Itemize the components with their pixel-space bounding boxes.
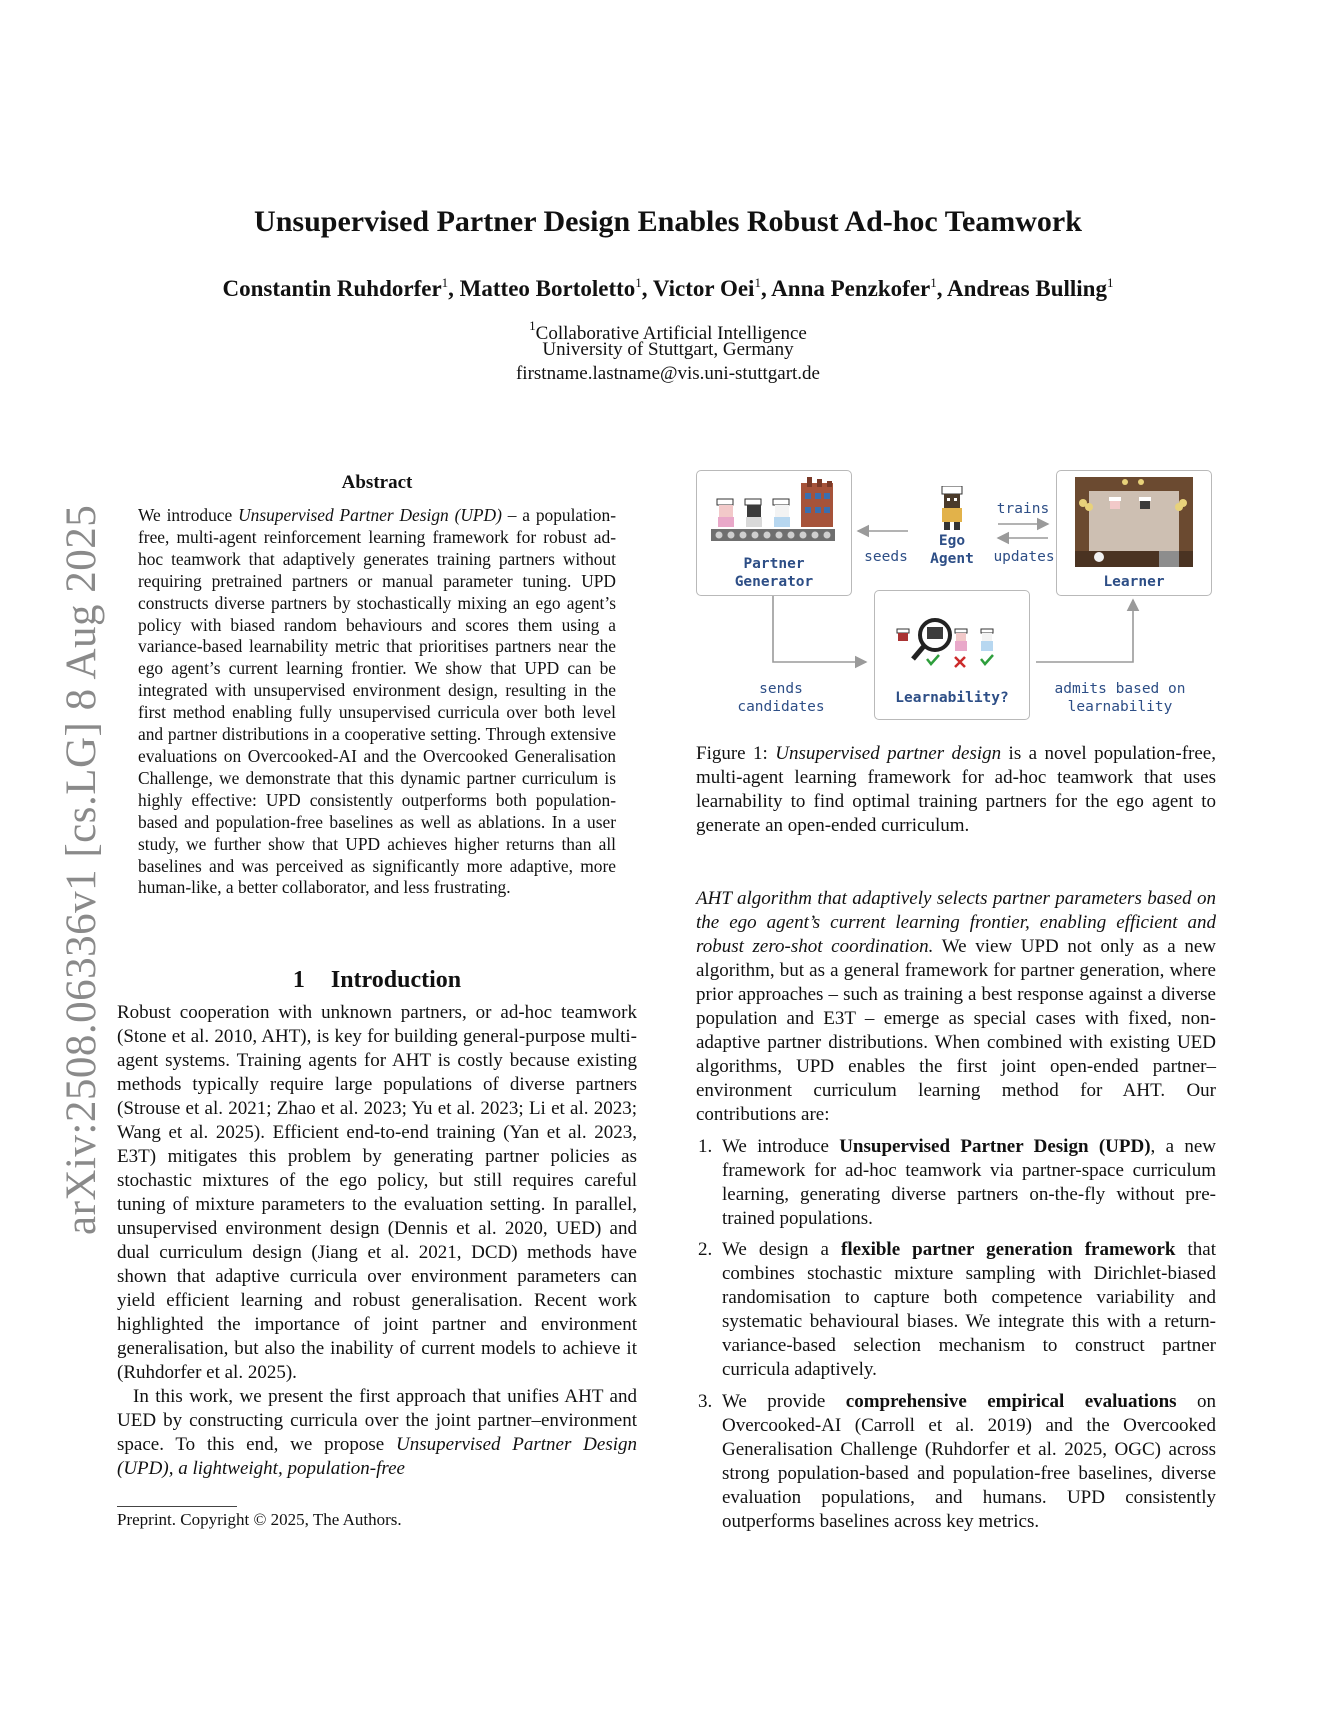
arxiv-stamp: arXiv:2508.06336v1 [cs.LG] 8 Aug 2025 — [58, 504, 105, 1235]
right-column-paragraph: AHT algorithm that adaptively selects partner parameters based on the ego agent’s current learning frontier, enabling efficient and robust zero-shot coordination. We view UPD not only as a new algorithm, but as a general framework for partner generation, where prior approaches – such as training a best response against a diverse population and E3T – emerge as special cases with fixed, non-adaptive partner distributions. When combined with existing UED algorithms, UPD enables the first joint open-ended partner–environment curriculum learning method for AHT. Our contributions are: — [696, 888, 1216, 1125]
affiliation-lab: Collaborative Artificial Intelligence — [535, 323, 807, 344]
author-name: Victor Oei — [652, 276, 755, 301]
author-name: Constantin Ruhdorfer — [222, 276, 442, 301]
admits-label: admits based on learnability — [1054, 681, 1186, 715]
figure-caption: Figure 1: Unsupervised partner design is a novel population-free, multi-agent learning framework for ad-hoc teamwork that uses learnability to find optimal training partners for the ego agent to generate an open-ended curriculum. — [696, 743, 1216, 836]
author-name: Anna Penzkofer — [771, 276, 931, 301]
author-name: Matteo Bortoletto — [459, 276, 636, 301]
abstract-text: We introduce Unsupervised Partner Design (UPD) – a population-free, multi-agent reinforcement learning framework for robust ad-hoc teamwork that adaptively generates training partners without requiring pretrained partners or manual parameter tuning. UPD constructs diverse partners by stochastically mixing an ego agent’s policy with biased random behaviours and scores them using a variance-based learnability metric that prioritises partners near the ego agent’s current learning frontier. We show that UPD can be integrated with unsupervised environment design, resulting in the first method enabling fully unsupervised curricula over both level and partner distributions in a cooperative setting. Through extensive evaluations on Overcooked-AI and the Overcooked Generalisation Challenge, we demonstrate that this dynamic partner curriculum is highly effective: UPD consistently outperforms both population-based and population-free baselines as well as ablations. In a user study, we further show that UPD achieves higher returns than all baselines and was perceived as significantly more adaptive, more human-like, a better collaborator, and less frustrating. — [138, 505, 616, 898]
contribution-item: 2. We design a flexible partner generation framework that combines stochastic mixture sampling with Dirichlet-biased randomisation to capture both competence variability and systematic behavioural biases. We integrate this with a return-variance-based selection mechanism to construct partner curricula adaptively. — [698, 1239, 1217, 1380]
contribution-item: 1. We introduce Unsupervised Partner Design (UPD), a new framework for ad-hoc teamwork via partner-space curriculum learning, generating diverse partners on-the-fly without pre-trained populations. — [698, 1136, 1216, 1229]
sends-candidates-label: sends candidates — [737, 681, 825, 715]
learner-label: Learner — [1103, 574, 1165, 590]
updates-label: updates — [993, 549, 1055, 565]
affiliation-university: University of Stuttgart, Germany — [542, 339, 794, 360]
paper-title: Unsupervised Partner Design Enables Robust Ad-hoc Teamwork — [254, 205, 1082, 238]
intro-paragraph-1: Robust cooperation with unknown partners, or ad-hoc teamwork (Stone et al. 2010, AHT), is key for building general-purpose multi-agent systems. Training agents for AHT is costly because existing methods typically require large populations of diverse partners (Strouse et al. 2021; Zhao et al. 2023; Yu et al. 2023; Li et al. 2023; Wang et al. 2025). Efficient end-to-end training (Yan et al. 2023, E3T) mitigates this problem by generating partner policies as stochastic mixtures of the ego policy, but still requires careful tuning of mixture parameters to the evaluation setting. In parallel, unsupervised environment design (Dennis et al. 2020, UED) and dual curriculum design (Jiang et al. 2021, DCD) methods have shown that adaptive curricula over environment parameters can yield efficient learning and robust generalisation. Recent work highlighted the importance of joint partner and environment generalisation, but also the inability of current models to achieve it (Ruhdorfer et al. 2025). — [117, 1002, 637, 1383]
trains-label: trains — [996, 501, 1050, 517]
contribution-item: 3. We provide comprehensive empirical evaluations on Overcooked-AI (Carroll et al. 2019) and the Overcooked Generalisation Challenge (Ruhdorfer et al. 2025, OGC) across strong population-based and population-free baselines, diverse evaluation populations, and humans. UPD consistently outperforms baselines across key metrics. — [698, 1391, 1216, 1532]
footnote: Preprint. Copyright © 2025, The Authors. — [117, 1510, 402, 1529]
footnote-rule — [117, 1506, 237, 1507]
intro-paragraph-2: In this work, we present the first approach that unifies AHT and UED by constructing curricula over the joint partner–environment space. To this end, we propose Unsupervised Partner Design (UPD), a lightweight, population-free — [117, 1386, 637, 1479]
sends-candidates-arrow — [773, 596, 866, 662]
learnability-label: Learnability? — [895, 690, 1009, 706]
ego-agent-label: Ego Agent — [930, 533, 974, 567]
introduction-text — [117, 1001, 637, 1481]
partner-generator-label: Partner Generator — [734, 556, 814, 590]
seeds-label: seeds — [864, 549, 908, 565]
section-heading-introduction: 1 Introduction — [292, 967, 462, 993]
author-list: Constantin Ruhdorfer$^1$, Matteo Bortoletto$^1$, Victor Oei$^1$, Anna Penzkofer$^1$, Andreas Bulling$^1$ — [222, 275, 1114, 301]
affiliation-email: firstname.lastname@vis.uni-stuttgart.de — [515, 363, 820, 384]
author-name: Andreas Bulling — [946, 276, 1107, 301]
figure-1 — [696, 470, 1216, 722]
admits-arrow — [1036, 600, 1133, 662]
affiliation: $^1$Collaborative Artificial Intelligence University of Stuttgart, Germany firstname.lastname@vis.uni-stuttgart.de — [0, 314, 1336, 386]
abstract-heading: Abstract — [341, 472, 413, 493]
